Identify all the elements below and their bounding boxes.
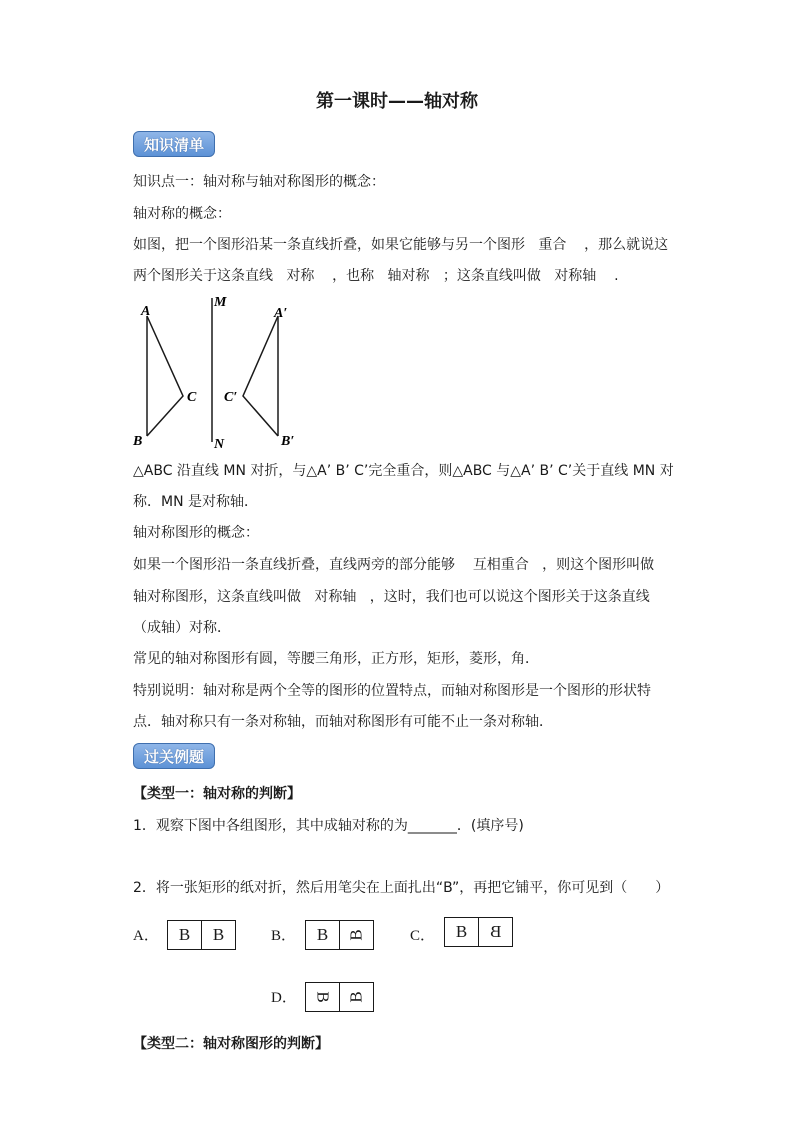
letter-b: B	[455, 922, 468, 941]
common-shapes-line: 常见的轴对称图形有圆，等腰三角形，正方形，矩形，菱形，角．	[133, 651, 539, 667]
option-c-left	[445, 918, 478, 946]
type2-heading: 【类型二：轴对称图形的判断】	[133, 1036, 329, 1052]
axial-concept-heading: 轴对称的概念：	[133, 206, 231, 222]
option-b-label: B．	[271, 928, 297, 944]
symmetric-definition-line2	[133, 587, 650, 607]
page-title: 第一课时——轴对称	[316, 91, 478, 112]
option-d-left	[306, 983, 339, 1011]
letter-b: B	[316, 925, 329, 944]
special-note-line1: 特别说明：轴对称是两个全等的图形的位置特点，而轴对称图形是一个图形的形状特	[133, 683, 651, 699]
option-b-left	[306, 921, 339, 949]
text: ，那么就说这	[584, 237, 669, 253]
label-c: C	[187, 390, 197, 405]
special-note-line2: 点．轴对称只有一条对称轴，而轴对称图形有可能不止一条对称轴．	[133, 714, 553, 730]
option-d-figure[interactable]	[305, 982, 374, 1012]
fill-answer: 重合	[538, 237, 567, 253]
fill-answer: 互相重合	[472, 557, 529, 573]
letter-b-rotated: B	[313, 991, 333, 1003]
option-c-figure[interactable]	[444, 917, 513, 947]
text: ，这时，我们也可以说这个图形关于这条直线	[369, 589, 650, 605]
axial-definition-line2	[133, 266, 619, 286]
label-a: A	[141, 304, 151, 319]
figure-description-line2: 称．MN 是对称轴．	[133, 494, 259, 510]
fill-answer: 轴对称	[387, 268, 430, 284]
figure-description-line1: △ABC 沿直线 MN 对折，与△A’ B’ C’完全重合，则△ABC 与△A’ B’ C’关于直线 MN 对	[133, 463, 674, 479]
option-c-label: C．	[410, 928, 436, 944]
letter-b-rotated: B	[346, 991, 366, 1003]
option-a-label: A．	[133, 928, 159, 944]
text: .	[614, 268, 619, 284]
text: 两个图形关于这条直线	[133, 268, 273, 284]
text: 如果一个图形沿一条直线折叠，直线两旁的部分能够	[133, 557, 455, 573]
option-a-figure[interactable]	[167, 920, 236, 950]
letter-b-mirrored: B	[489, 922, 502, 941]
fill-answer: 对称轴	[314, 589, 357, 605]
knowledge-point-heading: 知识点一：轴对称与轴对称图形的概念：	[133, 174, 385, 190]
question-2: 2．将一张矩形的纸对折，然后用笔尖在上面扎出“B”，再把它铺平，你可见到（ ）	[133, 880, 670, 896]
symmetric-definition-line3: （成轴）对称．	[133, 620, 231, 636]
label-a-prime: A′	[274, 306, 288, 321]
axial-definition-line1	[133, 235, 668, 255]
text: ，也称	[332, 268, 375, 284]
section-badge-knowledge: 知识清单	[133, 131, 215, 157]
option-a-left	[168, 921, 201, 949]
question-1: 1．观察下图中各组图形，其中成轴对称的为_______．(填序号)	[133, 818, 524, 834]
text: 轴对称图形，这条直线叫做	[133, 589, 301, 605]
text: ；这条直线叫做	[442, 268, 541, 284]
option-d-label: D．	[271, 990, 297, 1006]
section-badge-examples: 过关例题	[133, 743, 215, 769]
letter-b: B	[178, 925, 191, 944]
symmetric-figure-heading: 轴对称图形的概念：	[133, 525, 259, 541]
symmetric-definition-line1	[133, 555, 654, 575]
option-c-right	[478, 918, 512, 946]
fill-answer: 对称	[286, 268, 315, 284]
text: 如图，把一个图形沿某一条直线折叠，如果它能够与另一个图形	[133, 237, 525, 253]
option-b-right	[339, 921, 373, 949]
label-b: B	[133, 434, 143, 449]
label-m: M	[214, 295, 227, 310]
text: ，则这个图形叫做	[542, 557, 655, 573]
triangle-abc-sides	[147, 316, 183, 436]
option-b-figure[interactable]	[305, 920, 374, 950]
label-b-prime: B′	[281, 434, 295, 449]
fill-answer: 对称轴	[554, 268, 597, 284]
option-d-right	[339, 983, 373, 1011]
letter-b: B	[212, 925, 225, 944]
type1-heading: 【类型一：轴对称的判断】	[133, 786, 301, 802]
label-c-prime: C′	[224, 390, 238, 405]
label-n: N	[214, 437, 225, 452]
option-a-right	[201, 921, 235, 949]
triangle-abc-prime-sides	[243, 316, 278, 436]
reflection-figure	[125, 292, 305, 452]
letter-b-rotated: B	[346, 929, 366, 941]
